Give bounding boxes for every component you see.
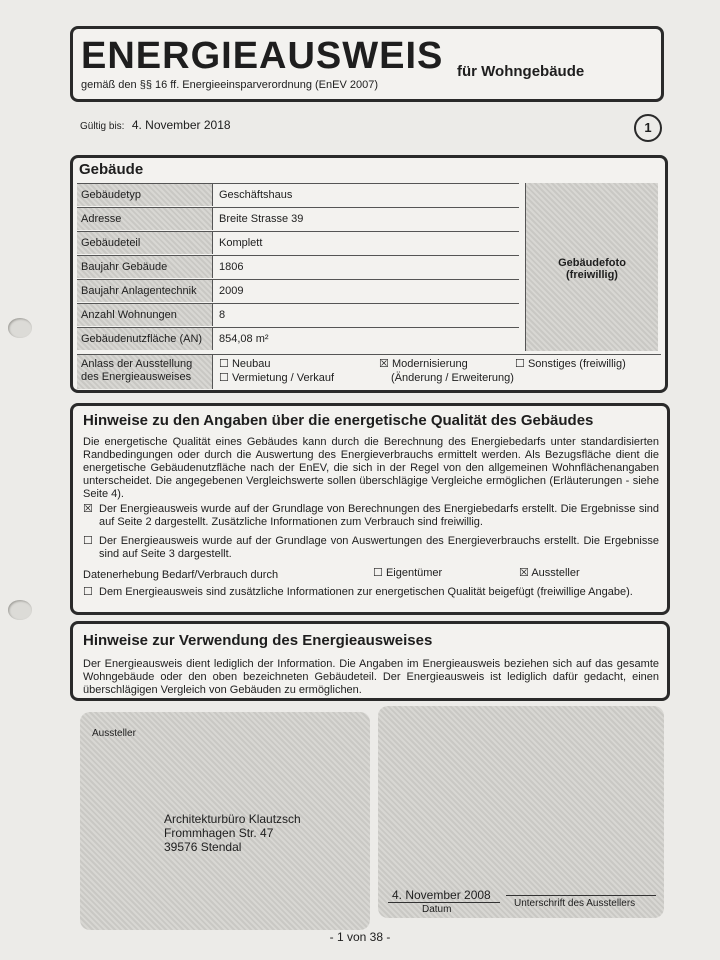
building-photo-placeholder (525, 183, 658, 351)
option-neubau[interactable] (219, 358, 270, 371)
check-demand[interactable] (83, 503, 659, 529)
option-label: Aussteller (531, 567, 580, 579)
signature-panel (378, 706, 664, 918)
row-label: Gebäudetyp (77, 184, 213, 206)
row-value: Geschäftshaus (219, 189, 293, 201)
building-section-title: Gebäude (79, 161, 144, 178)
option-label: Modernisierung (391, 358, 468, 370)
option-issuer[interactable] (519, 567, 580, 580)
table-row (77, 327, 519, 350)
photo-sub-label: (freiwillig) (566, 269, 618, 281)
row-value: Breite Strasse 39 (219, 213, 304, 225)
signature-line (506, 895, 656, 896)
row-label: Baujahr Gebäude (77, 256, 213, 278)
page-number-badge: 1 (634, 114, 662, 142)
row-value: 8 (219, 309, 226, 321)
check-consumption[interactable] (83, 535, 659, 561)
checkbox-icon: ☐ (219, 372, 229, 384)
quality-notes-title: Hinweise zu den Angaben über die energetische Qualität des Gebäudes (83, 412, 594, 429)
check-consumption-text: Der Energieausweis wurde auf der Grundlage von Auswertungen des Energieverbrauchs erstellt. Die Ergebnisse sind auf Seite 3 dargestellt. (99, 535, 659, 560)
table-row (77, 183, 519, 206)
header-box (70, 26, 664, 102)
regulation-text: gemäß den §§ 16 ff. Energieeinsparverordnung (EnEV 2007) (81, 79, 378, 91)
row-label: Anzahl Wohnungen (77, 304, 213, 326)
row-value: 854,08 m² (219, 333, 269, 345)
checkbox-icon: ☐ (515, 358, 525, 370)
building-section (70, 155, 668, 393)
table-row (77, 255, 519, 278)
date-label: Datum (422, 904, 452, 915)
table-row (77, 303, 519, 326)
checkbox-icon: ☐ (83, 586, 93, 598)
issuer-address (164, 812, 301, 854)
row-value: 1806 (219, 261, 244, 273)
usage-notes-title: Hinweise zur Verwendung des Energieausweises (83, 632, 433, 649)
check-demand-text: Der Energieausweis wurde auf der Grundlage von Berechnungen des Energiebedarfs erstellt. Die Ergebnisse sind auf Seite 2 dargestellt. Zusätzliche Informationen zum Verbrauch sind freiwillig. (99, 503, 659, 528)
option-label: Neubau (231, 358, 271, 370)
page-footer: - 1 von 38 - (329, 930, 391, 944)
table-row (77, 207, 519, 230)
option-modernisierung-sub: (Änderung / Erweiterung) (391, 372, 514, 384)
row-label: Gebäudenutzfläche (AN) (77, 328, 213, 350)
signature-date: 4. November 2008 (392, 888, 491, 902)
option-label: Vermietung / Verkauf (231, 372, 335, 384)
issuer-street: Frommhagen Str. 47 (164, 826, 274, 840)
option-sonstiges[interactable] (515, 358, 626, 371)
date-line (388, 902, 500, 903)
check-additional-info[interactable] (83, 586, 659, 599)
issuer-label: Aussteller (92, 728, 136, 739)
issuer-panel (80, 712, 370, 930)
option-owner[interactable] (373, 567, 442, 580)
validity-date: 4. November 2018 (131, 118, 231, 132)
occasion-label-line2: des Energieausweises (81, 371, 192, 383)
issuer-name: Architekturbüro Klautzsch (164, 812, 301, 826)
occasion-row (77, 354, 661, 389)
punch-hole-top (8, 318, 32, 338)
checkbox-checked-icon: ☒ (83, 503, 93, 515)
option-label: Eigentümer (385, 567, 443, 579)
signature-label: Unterschrift des Ausstellers (514, 898, 636, 909)
row-label: Gebäudeteil (77, 232, 213, 254)
data-collection-label: Datenerhebung Bedarf/Verbrauch durch (83, 569, 279, 581)
quality-notes-intro: Die energetische Qualität eines Gebäudes kann durch die Berechnung des Energiebedarfs unter standardisierten Randbedingungen oder durch die Auswertung des Energieverbrauchs ermittelt werden. Als Bezugsfläche dient die energetische Gebäudenutzfläche nach der EnEV, die sich in der Regel von den allgemeinen Wohnflächenangaben unterscheidet. Die angegebenen Vergleichswerte sollen überschlägige Vergleiche ermöglichen (Erläuterungen - siehe Seite 4). (83, 436, 659, 500)
usage-notes-section (70, 621, 670, 701)
occasion-label (77, 355, 213, 389)
table-row (77, 231, 519, 254)
row-value: 2009 (219, 285, 244, 297)
option-vermietung[interactable] (219, 372, 334, 385)
checkbox-icon: ☐ (373, 567, 383, 579)
document-subtitle: für Wohngebäude (457, 63, 585, 80)
usage-notes-text: Der Energieausweis dient lediglich der Information. Die Angaben im Energieausweis beziehen sich auf das gesamte Wohngebäude oder den oben bezeichneten Gebäudeteil. Der Energieausweis ist lediglich dafür gedacht, einen überschlägigen Vergleich von Gebäuden zu ermöglichen. (83, 658, 659, 696)
option-modernisierung[interactable] (379, 358, 468, 371)
quality-notes-section (70, 403, 670, 615)
checkbox-checked-icon: ☒ (379, 358, 389, 370)
row-label: Adresse (77, 208, 213, 230)
issuer-city: 39576 Stendal (164, 840, 242, 854)
table-row (77, 279, 519, 302)
occasion-label-line1: Anlass der Ausstellung (81, 358, 193, 370)
option-label: Sonstiges (freiwillig) (527, 358, 626, 370)
validity (80, 118, 231, 132)
row-value: Komplett (219, 237, 263, 249)
checkbox-checked-icon: ☒ (519, 567, 529, 579)
photo-label: Gebäudefoto (558, 257, 626, 269)
validity-label: Gültig bis: (80, 121, 125, 132)
checkbox-icon: ☐ (219, 358, 229, 370)
checkbox-icon: ☐ (83, 535, 93, 547)
check-additional-info-text: Dem Energieausweis sind zusätzliche Informationen zur energetischen Qualität beigefügt (freiwillige Angabe). (99, 586, 633, 598)
row-label: Baujahr Anlagentechnik (77, 280, 213, 302)
punch-hole-bottom (8, 600, 32, 620)
document-title: ENERGIEAUSWEIS (81, 35, 444, 77)
